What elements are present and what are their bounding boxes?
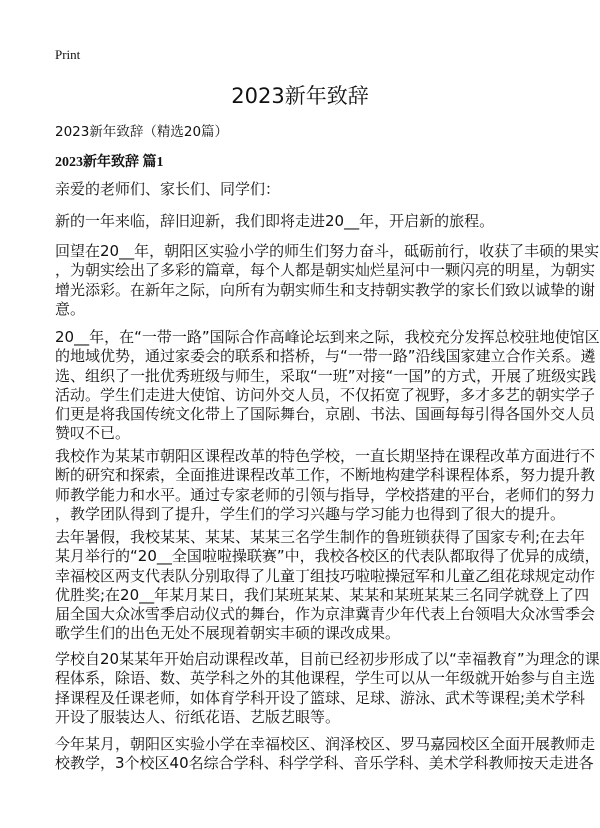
paragraph: [55, 212, 494, 231]
paragraph-line: 校教学，3个校区40名综合学科、科学学科、音乐学科、美术学科教师按天走进各: [55, 754, 594, 773]
paragraph-line: 赞叹不已。: [55, 424, 131, 443]
paragraph-line: 活动。学生们走进大使馆、访问外交人员，不仅拓宽了视野，多才多艺的朝实学子: [55, 385, 596, 404]
paragraph-line: 学校自20某某年开始启动课程改革，目前已经初步形成了以“幸福教育”为理念的课: [55, 650, 600, 668]
paragraph: [55, 180, 280, 199]
paragraph-line: 选、组织了一批优秀班级与师生，采取“一班”对接“一国”的方式，开展了班级实践: [55, 366, 597, 385]
paragraph: [55, 328, 600, 444]
paragraph-line: 断的研究和探索，全面推进课程改革工作，不断地构建学科课程体系，努力提升教: [55, 466, 596, 485]
paragraph-line: 回望在20__年，朝阳区实验小学的师生们努力奋斗，砥砺前行，收获了丰硕的果实: [55, 242, 600, 260]
section-heading: 2023新年致辞 篇1: [55, 155, 164, 170]
paragraph-line: 择课程及任课老师，如体育学科开设了篮球、足球、游泳、武术等课程;美术学科: [55, 688, 586, 707]
paragraph-line: 我校作为某某市朝阳区课程改革的特色学校，一直长期坚持在课程改革方面进行不: [55, 447, 596, 465]
paragraph-line: 今年某月，朝阳区实验小学在幸福校区、润泽校区、罗马嘉园校区全面开展教师走: [55, 735, 596, 753]
paragraph-line: 歌学生们的出色无处不展现着朝实丰硕的课改成果。: [55, 624, 401, 643]
paragraph-line: 届全国大众冰雪季启动仪式的舞台，作为京津冀青少年代表上台领唱大众冰雪季会: [55, 605, 596, 624]
paragraph: [55, 528, 600, 644]
paragraph-line: 幸福校区两支代表队分别取得了儿童丁组技巧啦啦操冠军和儿童乙组花球规定动作: [55, 566, 596, 585]
paragraph-line: 亲爱的老师们、家长们、同学们：: [55, 180, 281, 198]
paragraph-line: ，为朝实绘出了多彩的篇章，每个人都是朝实灿烂星河中一颗闪亮的明星，为朝实: [55, 261, 596, 280]
paragraph: [55, 735, 595, 774]
paragraph-line: 意。: [55, 299, 86, 318]
paragraph: [55, 650, 600, 727]
paragraph: [55, 447, 595, 524]
paragraph-line: 们更是将我国传统文化带上了国际舞台，京剧、书法、国画每每引得各国外交人员: [55, 405, 596, 424]
paragraph-line: 20__年，在“一带一路”国际合作高峰论坛到来之际，我校充分发挥总校驻地使馆区: [55, 328, 600, 346]
paragraph-line: 某月举行的“20__全国啦啦操联赛”中，我校各校区的代表队都取得了优异的成绩，: [55, 547, 600, 566]
paragraph-line: 的地域优势，通过家委会的联系和搭桥，与“一带一路”沿线国家建立合作关系。遴: [55, 347, 596, 366]
paragraph: [55, 242, 599, 319]
paragraph-line: 优胜奖;在20__年某月某日，我们某班某某、某某和某班某某三名同学就登上了四: [55, 585, 590, 604]
paragraph-line: 新的一年来临，辞旧迎新，我们即将走进20__年，开启新的旅程。: [55, 212, 495, 230]
paragraph-line: 去年暑假，我校某某、某某、某某三名学生制作的鲁班锁获得了国家专利;在去年: [55, 528, 586, 546]
document-title: 2023新年致辞: [231, 84, 369, 108]
paragraph-line: 开设了服装达人、衍纸花语、艺版艺眼等。: [55, 707, 341, 726]
document-subtitle: 2023新年致辞（精选20篇）: [55, 124, 229, 140]
paragraph-line: 师教学能力和水平。通过专家老师的引领与指导，学校搭建的平台，老师们的努力: [55, 485, 596, 504]
paragraph-line: 增光添彩。在新年之际，向所有为朝实师生和支持朝实教学的家长们致以诚挚的谢: [55, 280, 596, 299]
print-link[interactable]: Print: [55, 47, 81, 62]
paragraph-line: 程体系，除语、数、英学科之外的其他课程，学生可以从一年级就开始参与自主选: [55, 669, 596, 688]
paragraph-line: ，教学团队得到了提升，学生们的学习兴趣与学习能力也得到了很大的提升。: [55, 504, 566, 523]
